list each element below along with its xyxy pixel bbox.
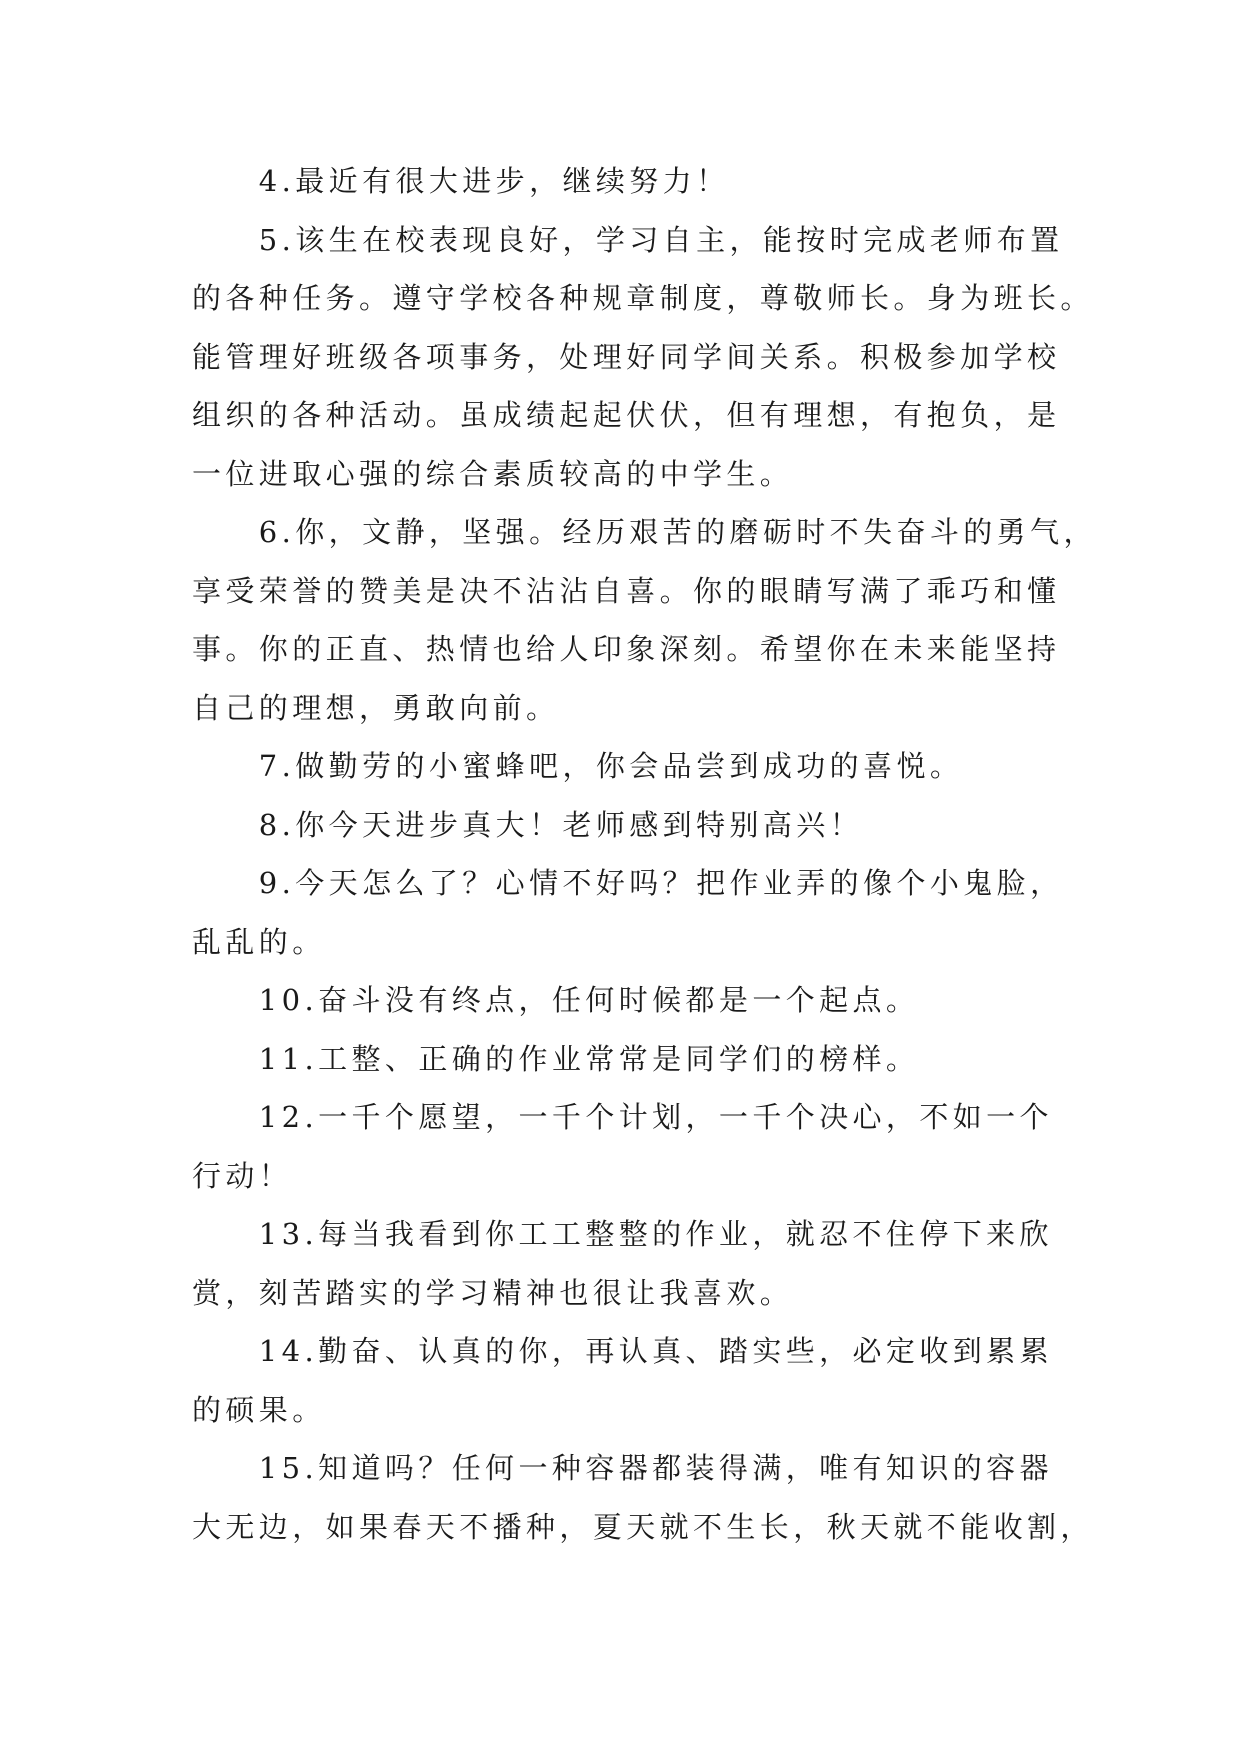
comment-4 <box>192 152 1054 211</box>
text-line: 10.奋斗没有终点，任何时候都是一个起点。 <box>192 983 920 1017</box>
text-line: 12.一千个愿望，一千个计划，一千个决心，不如一个 <box>192 1100 1053 1134</box>
text-line: 享受荣誉的赞美是决不沾沾自喜。你的眼睛写满了乖巧和懂 <box>192 573 1061 608</box>
text-line: 8.你今天进步真大！老师感到特别高兴！ <box>192 807 864 842</box>
text-line: 9.今天怎么了？心情不好吗？把作业弄的像个小鬼脸， <box>192 866 1064 900</box>
text-line: 行动！ <box>192 1158 293 1193</box>
comment-14 <box>192 1322 1054 1439</box>
comment-7 <box>192 737 1054 796</box>
text-line: 11.工整、正确的作业常常是同学们的榜样。 <box>192 1041 920 1076</box>
comment-8 <box>192 796 1054 855</box>
comment-15 <box>192 1439 1094 1556</box>
text-line: 14.勤奋、认真的你，再认真、踏实些，必定收到累累 <box>192 1334 1053 1368</box>
comment-11 <box>192 1030 1054 1089</box>
text-line: 5.该生在校表现良好，学习自主，能按时完成老师布置 <box>192 222 1064 257</box>
comment-6 <box>192 503 1097 737</box>
text-line: 15.知道吗？任何一种容器都装得满，唯有知识的容器 <box>192 1451 1053 1485</box>
text-line: 的各种任务。遵守学校各种规章制度，尊敬师长。身为班长。 <box>192 281 1094 315</box>
text-line: 13.每当我看到你工工整整的作业，就忍不住停下来欣 <box>192 1217 1053 1251</box>
text-line: 6.你，文静，坚强。经历艰苦的磨砺时不失奋斗的勇气， <box>192 515 1097 549</box>
comment-12 <box>192 1088 1054 1205</box>
text-line: 事。你的正直、热情也给人印象深刻。希望你在未来能坚持 <box>192 632 1061 666</box>
document-body <box>192 152 1097 1556</box>
text-line: 4.最近有很大进步，继续努力！ <box>192 164 730 198</box>
text-line: 一位进取心强的综合素质较高的中学生。 <box>192 456 794 491</box>
comment-13 <box>192 1205 1054 1322</box>
text-line: 组织的各种活动。虽成绩起起伏伏，但有理想，有抱负，是 <box>192 398 1061 432</box>
text-line: 能管理好班级各项事务，处理好同学间关系。积极参加学校 <box>192 339 1061 374</box>
comment-9 <box>192 854 1064 971</box>
text-line: 大无边，如果春天不播种，夏天就不生长，秋天就不能收割， <box>192 1509 1094 1544</box>
text-line: 赏，刻苦踏实的学习精神也很让我喜欢。 <box>192 1275 794 1310</box>
comment-5 <box>192 211 1094 504</box>
comment-10 <box>192 971 1054 1030</box>
text-line: 乱乱的。 <box>192 924 326 959</box>
text-line: 的硕果。 <box>192 1392 326 1427</box>
text-line: 自己的理想，勇敢向前。 <box>192 690 560 725</box>
text-line: 7.做勤劳的小蜜蜂吧，你会品尝到成功的喜悦。 <box>192 749 964 783</box>
